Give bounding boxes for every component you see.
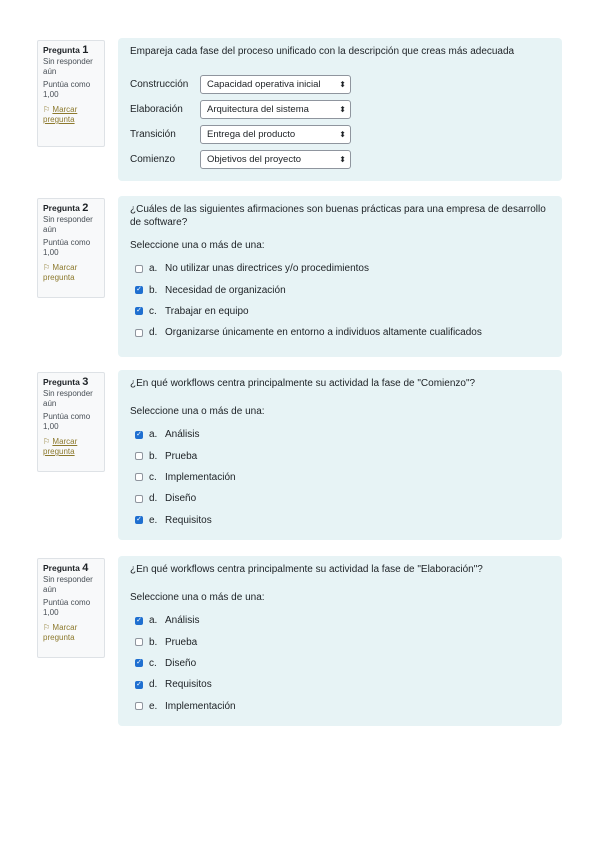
answer-option[interactable]	[130, 510, 550, 531]
answer-option[interactable]	[130, 258, 550, 279]
option-letter: d.	[149, 493, 158, 505]
select-arrows-icon: ⬍	[339, 130, 346, 139]
option-text: Organizarse únicamente en entorno a individuos altamente cualificados	[165, 327, 482, 339]
answer-option[interactable]	[130, 301, 550, 322]
question-status: Sin responder aún	[43, 57, 93, 76]
option-text: Implementación	[165, 700, 236, 712]
question-grade: Puntúa como 1,00	[43, 598, 91, 617]
option-letter: c.	[149, 471, 157, 483]
question-info	[37, 198, 105, 298]
option-text: Prueba	[165, 450, 198, 462]
flag-icon: ⚐	[43, 437, 51, 446]
answer-option[interactable]	[130, 467, 550, 488]
flag-question-link[interactable]: ⚐ Marcar pregunta	[43, 437, 78, 456]
match-select[interactable]: Capacidad operativa inicial ⬍	[200, 75, 351, 94]
question-grade: Puntúa como 1,00	[43, 412, 91, 431]
question-text: ¿En qué workflows centra principalmente su actividad la fase de "Elaboración"?	[130, 564, 483, 575]
checkbox-checked[interactable]: ✓	[136, 616, 142, 624]
option-letter: c.	[149, 657, 157, 669]
question-content	[118, 38, 562, 181]
match-label: Transición	[130, 129, 176, 140]
select-arrows-icon: ⬍	[339, 155, 346, 164]
flag-icon: ⚐	[43, 105, 51, 114]
answer-option[interactable]	[130, 322, 550, 343]
checkbox[interactable]	[135, 265, 143, 273]
flag-question-link[interactable]: ⚐ Marcar pregunta	[43, 263, 78, 282]
match-select[interactable]: Arquitectura del sistema ⬍	[200, 100, 351, 119]
option-text: Requisitos	[165, 679, 212, 691]
answer-prompt: Seleccione una o más de una:	[130, 592, 265, 603]
option-text: No utilizar unas directrices y/o procedimientos	[165, 263, 369, 275]
answer-option[interactable]	[130, 674, 550, 695]
flag-icon: ⚐	[43, 623, 51, 632]
option-text: Diseño	[165, 493, 197, 505]
option-text: Análisis	[165, 615, 200, 627]
select-arrows-icon: ⬍	[339, 105, 346, 114]
option-letter: e.	[149, 514, 158, 526]
answer-prompt: Seleccione una o más de una:	[130, 406, 265, 417]
option-text: Implementación	[165, 471, 236, 483]
question-text: ¿En qué workflows centra principalmente su actividad la fase de "Comienzo"?	[130, 378, 476, 389]
option-letter: b.	[149, 636, 158, 648]
question-grade: Puntúa como 1,00	[43, 238, 91, 257]
question-number: Pregunta 4	[43, 562, 89, 574]
checkbox[interactable]	[135, 638, 143, 646]
match-select[interactable]: Entrega del producto ⬍	[200, 125, 351, 144]
question-status: Sin responder aún	[43, 215, 93, 234]
question-number: Pregunta 2	[43, 202, 89, 214]
match-select[interactable]: Objetivos del proyecto ⬍	[200, 150, 351, 169]
option-text: Requisitos	[165, 514, 212, 526]
question-info	[37, 372, 105, 472]
flag-question-link[interactable]: ⚐ Marcar pregunta	[43, 623, 78, 642]
answer-option[interactable]	[130, 279, 550, 300]
question-content	[118, 556, 562, 726]
checkbox[interactable]	[135, 702, 143, 710]
option-letter: b.	[149, 284, 158, 296]
option-letter: c.	[149, 305, 157, 317]
option-text: Análisis	[165, 429, 200, 441]
match-row	[130, 97, 550, 122]
answer-option[interactable]	[130, 424, 550, 445]
question-content	[118, 196, 562, 357]
match-label: Construcción	[130, 79, 189, 90]
option-text: Necesidad de organización	[165, 284, 286, 296]
question-status: Sin responder aún	[43, 575, 93, 594]
question-number: Pregunta 1	[43, 44, 89, 56]
answer-prompt: Seleccione una o más de una:	[130, 240, 265, 251]
question-grade: Puntúa como 1,00	[43, 80, 91, 99]
option-letter: d.	[149, 327, 158, 339]
match-label: Comienzo	[130, 154, 176, 165]
answer-option[interactable]	[130, 445, 550, 466]
answer-option[interactable]	[130, 610, 550, 631]
match-label: Elaboración	[130, 104, 183, 115]
checkbox-checked[interactable]: ✓	[136, 659, 142, 667]
option-letter: a.	[149, 429, 158, 441]
question-info	[37, 40, 105, 147]
match-row	[130, 122, 550, 147]
option-text: Prueba	[165, 636, 198, 648]
option-text: Diseño	[165, 657, 197, 669]
match-row	[130, 147, 550, 172]
checkbox-checked[interactable]: ✓	[136, 516, 142, 524]
checkbox-checked[interactable]: ✓	[136, 286, 142, 294]
answer-option[interactable]	[130, 696, 550, 717]
select-arrows-icon: ⬍	[339, 80, 346, 89]
question-info	[37, 558, 105, 658]
checkbox[interactable]	[135, 452, 143, 460]
checkbox-checked[interactable]: ✓	[136, 680, 142, 688]
checkbox[interactable]	[135, 495, 143, 503]
option-letter: a.	[149, 263, 158, 275]
flag-question-link[interactable]: ⚐ Marcar pregunta	[43, 105, 78, 124]
question-text: Empareja cada fase del proceso unificado con la descripción que creas más adecuada	[130, 46, 515, 57]
option-letter: e.	[149, 700, 158, 712]
answer-option[interactable]	[130, 631, 550, 652]
match-row	[130, 72, 550, 97]
question-status: Sin responder aún	[43, 389, 93, 408]
question-content	[118, 370, 562, 540]
checkbox-checked[interactable]: ✓	[136, 430, 142, 438]
answer-option[interactable]	[130, 488, 550, 509]
option-text: Trabajar en equipo	[165, 305, 249, 317]
checkbox[interactable]	[135, 329, 143, 337]
question-number: Pregunta 3	[43, 376, 89, 388]
option-letter: d.	[149, 679, 158, 691]
question-text: ¿Cuáles de las siguientes afirmaciones son buenas prácticas para una empresa de desarrollo de software?	[130, 204, 546, 228]
checkbox-checked[interactable]: ✓	[136, 307, 142, 315]
answer-option[interactable]	[130, 653, 550, 674]
option-letter: a.	[149, 615, 158, 627]
checkbox[interactable]	[135, 473, 143, 481]
option-letter: b.	[149, 450, 158, 462]
flag-icon: ⚐	[43, 263, 51, 272]
